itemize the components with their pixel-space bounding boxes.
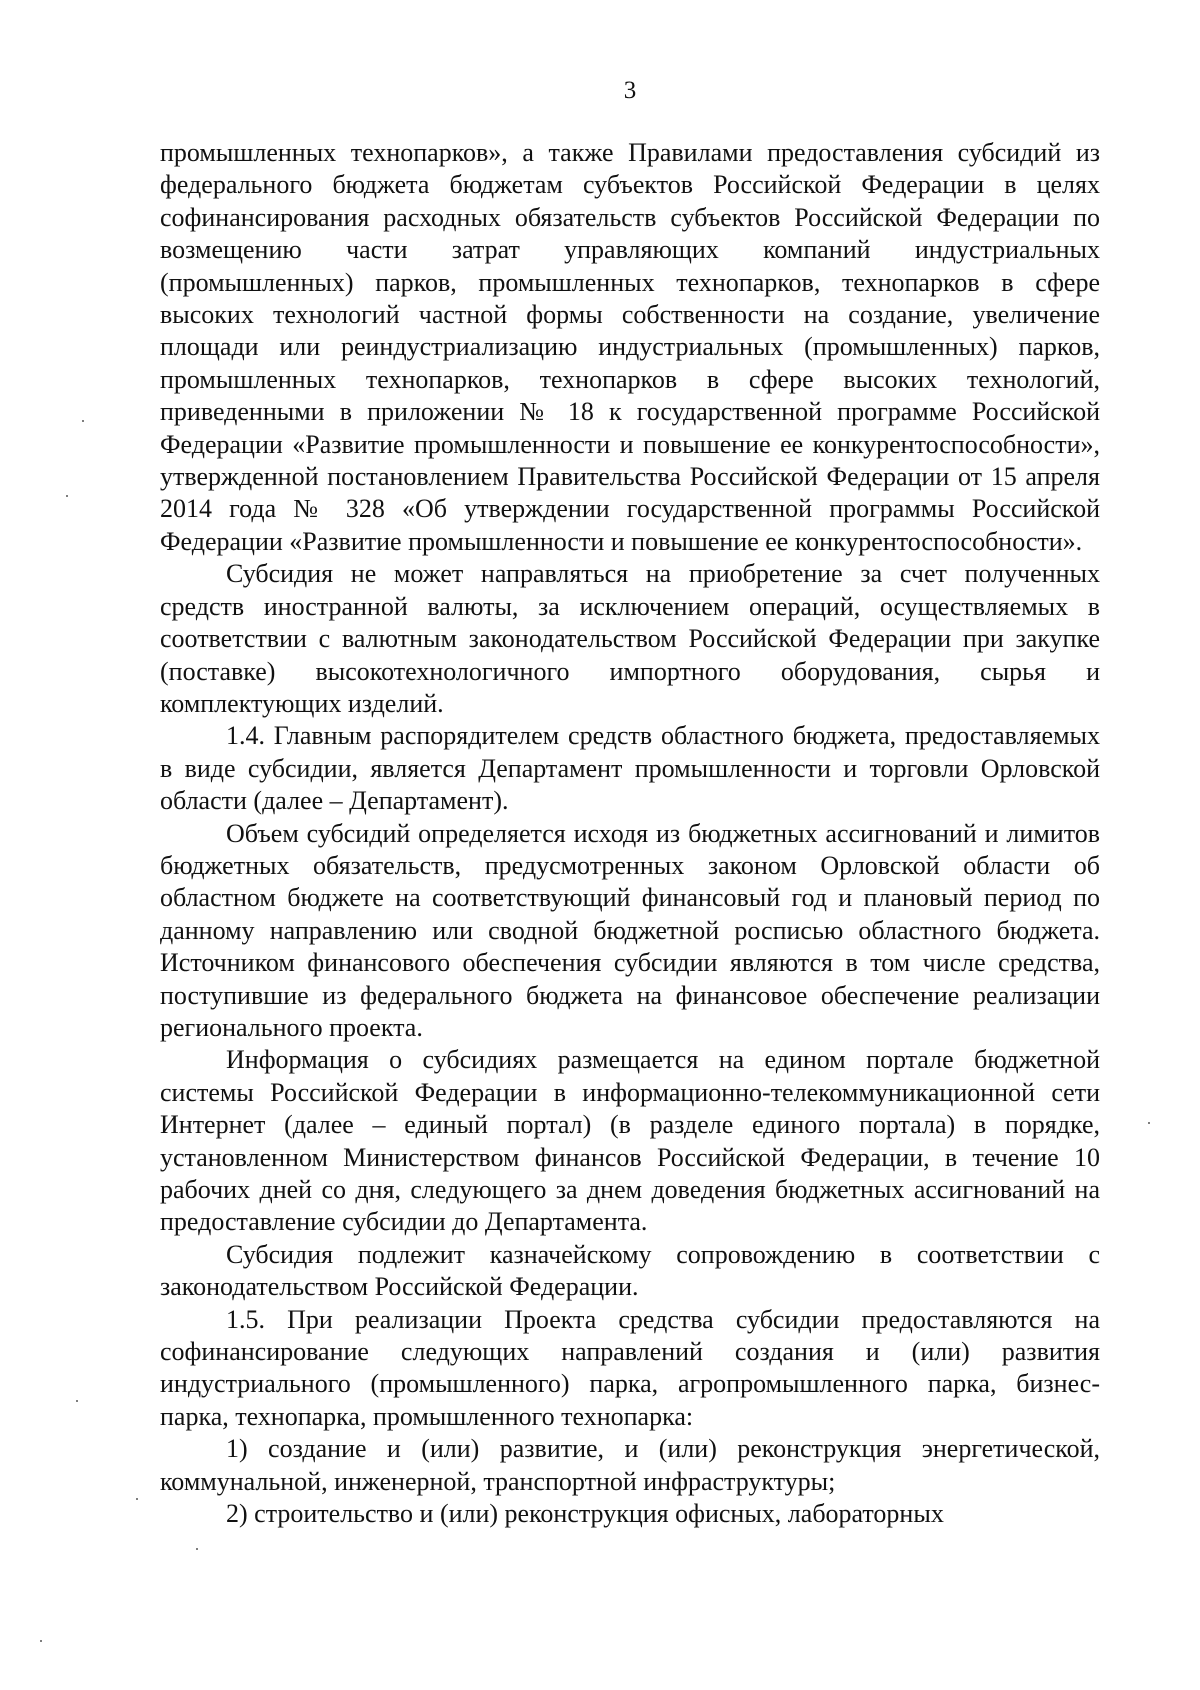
scan-speck	[76, 1400, 78, 1402]
document-body	[160, 137, 1100, 1530]
paragraph-3: 1.4. Главным распорядителем средств областного бюджета, предоставляемых в виде субсидии, является Департамент промышленности и торговли Орловской области (далее – Департамент).	[160, 721, 1100, 816]
paragraph-8: 1) создание и (или) развитие, и (или) реконструкция энергетической, коммунальной, инженерной, транспортной инфраструктуры;	[160, 1434, 1100, 1496]
paragraph-4: Объем субсидий определяется исходя из бюджетных ассигнований и лимитов бюджетных обязательств, предусмотренных законом Орловской области об областном бюджете на соответствующий финансовый год и плановый период по данному направлению или сводной бюджетной росписью областного бюджета. Источником финансового обеспечения субсидии являются в том числе средства, поступившие из федерального бюджета на финансовое обеспечение реализации регионального проекта.	[160, 818, 1100, 1042]
scan-speck	[66, 495, 68, 497]
paragraph-9: 2) строительство и (или) реконструкция офисных, лабораторных	[226, 1499, 944, 1529]
scan-speck	[82, 420, 84, 422]
paragraph-7: 1.5. При реализации Проекта средства субсидии предоставляются на софинансирование следующих направлений создания и (или) развития индустриального (промышленного) парка, агропромышленного парка, бизнес-парка, технопарка, промышленного технопарка:	[160, 1304, 1100, 1431]
scan-speck	[136, 1498, 138, 1500]
scan-speck	[40, 1640, 42, 1642]
scan-speck	[196, 1548, 198, 1550]
paragraph-5: Информация о субсидиях размещается на едином портале бюджетной системы Российской Федерации в информационно-телекоммуникационной сети Интернет (далее – единый портал) (в разделе единого портала) в порядке, установленном Министерством финансов Российской Федерации, в течение 10 рабочих дней со дня, следующего за днем доведения бюджетных ассигнований на предоставление субсидии до Департамента.	[160, 1045, 1100, 1237]
paragraph-6: Субсидия подлежит казначейскому сопровождению в соответствии с законодательством Российской Федерации.	[160, 1239, 1100, 1302]
paragraph-1: промышленных технопарков», а также Правилами предоставления субсидий из федерального бюджета бюджетам субъектов Российской Федерации в целях софинансирования расходных обязательств субъектов Российской Федерации по возмещению части затрат управляющих компаний индустриальных (промышленных) парков, промышленных технопарков, технопарков в сфере высоких технологий частной формы собственности на создание, увеличение площади или реиндустриализацию индустриальных (промышленных) парков, промышленных технопарков, технопарков в сфере высоких технологий, приведенными в приложении № 18 к государственной программе Российской Федерации «Развитие промышленности и повышение ее конкурентоспособности», утвержденной постановлением Правительства Российской Федерации от 15 апреля 2014 года № 328 «Об утверждении государственной программы Российской Федерации «Развитие промышленности и повышение ее конкурентоспособности».	[160, 138, 1100, 556]
page-number: 3	[623, 77, 637, 104]
scan-speck	[1148, 1122, 1150, 1124]
paragraph-2: Субсидия не может направляться на приобретение за счет полученных средств иностранной валюты, за исключением операций, осуществляемых в соответствии с валютным законодательством Российской Федерации при закупке (поставке) высокотехнологичного импортного оборудования, сырья и комплектующих изделий.	[160, 559, 1100, 718]
